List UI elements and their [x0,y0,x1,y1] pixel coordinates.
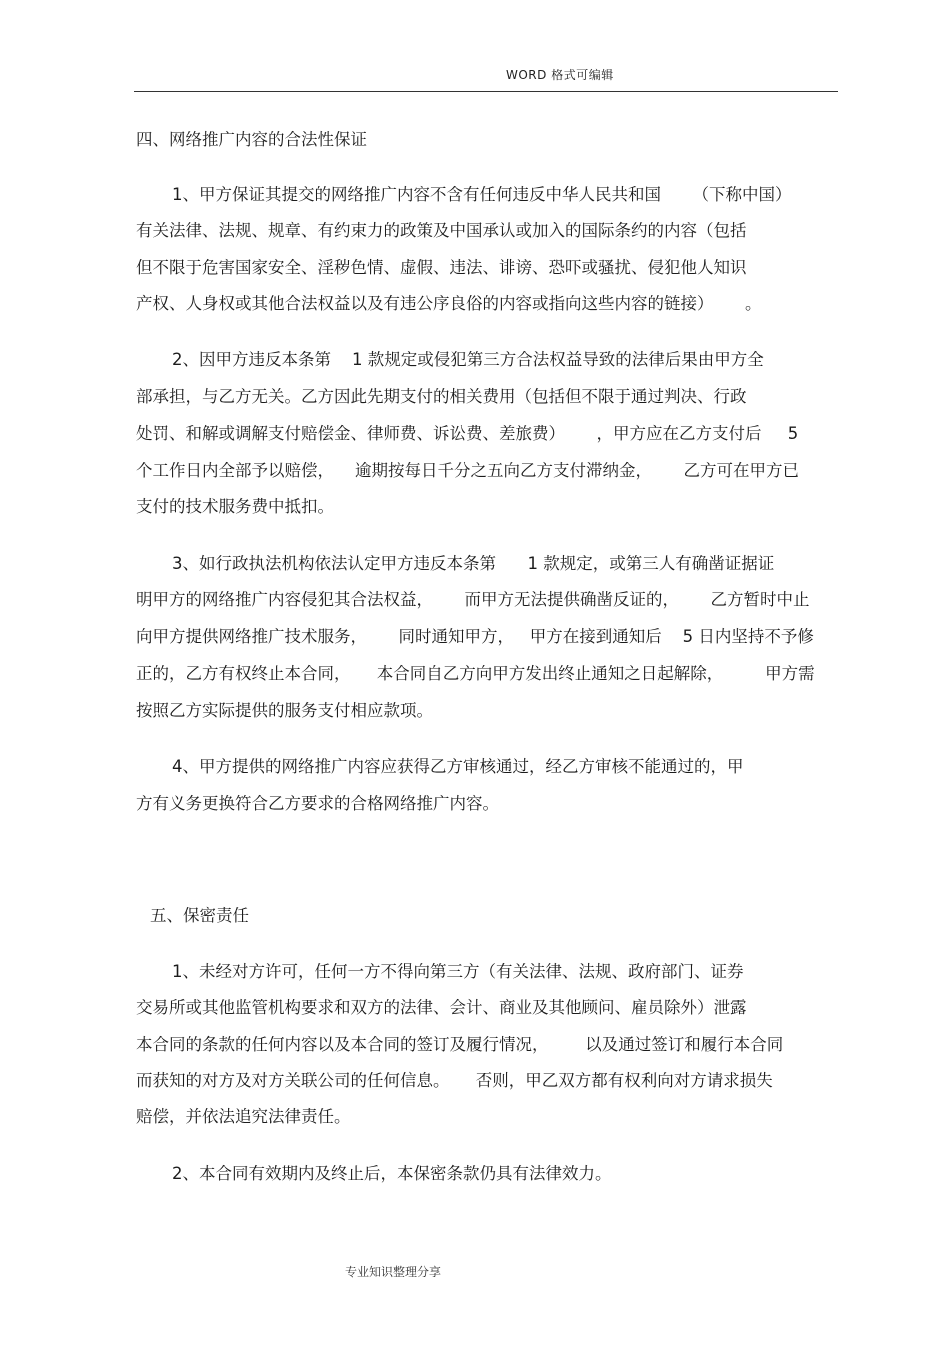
text-line: 但不限于危害国家安全、淫秽色情、虚假、违法、诽谤、恐吓或骚扰、侵犯他人知识 [136,258,747,277]
text-line: 4、甲方提供的网络推广内容应获得乙方审核通过，经乙方审核不能通过的，甲 [172,757,744,776]
text-line: 2、因甲方违反本条第 1 款规定或侵犯第三方合法权益导致的法律后果由甲方全 [172,350,764,369]
text-line: 产权、人身权或其他合法权益以及有违公序良俗的内容或指向这些内容的链接） 。 [136,294,762,313]
page-footer: 专业知识整理分享 [345,1265,442,1279]
text-line: 个工作日内全部予以赔偿， 逾期按每日千分之五向乙方支付滞纳金， 乙方可在甲方已 [136,461,799,480]
text-line: 2、本合同有效期内及终止后，本保密条款仍具有法律效力。 [172,1164,612,1183]
text-line: 而获知的对方及对方关联公司的任何信息。 否则，甲乙双方都有权利向对方请求损失 [136,1071,773,1090]
text-line: 本合同的条款的任何内容以及本合同的签订及履行情况， 以及通过签订和履行本合同 [136,1035,784,1054]
text-line: 1、甲方保证其提交的网络推广内容不含有任何违反中华人民共和国 （下称中国） [172,185,792,204]
text-line: 部承担，与乙方无关。乙方因此先期支付的相关费用（包括但不限于通过判决、行政 [136,387,747,406]
text-line: 1、未经对方许可，任何一方不得向第三方（有关法律、法规、政府部门、证券 [172,962,744,981]
text-line: 明甲方的网络推广内容侵犯其合法权益， 而甲方无法提供确凿反证的， 乙方暂时中止 [136,590,810,609]
text-line: 处罚、和解或调解支付赔偿金、律师费、诉讼费、差旅费） ，甲方应在乙方支付后 5 [136,424,799,443]
text-line: 交易所或其他监管机构要求和双方的法律、会计、商业及其他顾问、雇员除外）泄露 [136,998,747,1017]
page-header [0,66,950,86]
text-line: 支付的技术服务费中抵扣。 [136,497,334,516]
text-line: 向甲方提供网络推广技术服务， 同时通知甲方， 甲方在接到通知后 5 日内坚持不予修 [136,627,814,646]
section-heading-4: 四、网络推广内容的合法性保证 [136,130,367,149]
header-divider [134,91,838,92]
text-line: 3、如行政执法机构依法认定甲方违反本条第 1 款规定，或第三人有确凿证据证 [172,554,775,573]
header-label: WORD 格式可编辑 [506,68,614,82]
text-line: 有关法律、法规、规章、有约束力的政策及中国承认或加入的国际条约的内容（包括 [136,221,747,240]
text-line: 正的，乙方有权终止本合同， 本合同自乙方向甲方发出终止通知之日起解除， 甲方需 [136,664,815,683]
text-line: 按照乙方实际提供的服务支付相应款项。 [136,701,433,720]
text-line: 方有义务更换符合乙方要求的合格网络推广内容。 [136,794,499,813]
text-line: 赔偿，并依法追究法律责任。 [136,1107,351,1126]
section-heading-5: 五、保密责任 [150,906,249,925]
